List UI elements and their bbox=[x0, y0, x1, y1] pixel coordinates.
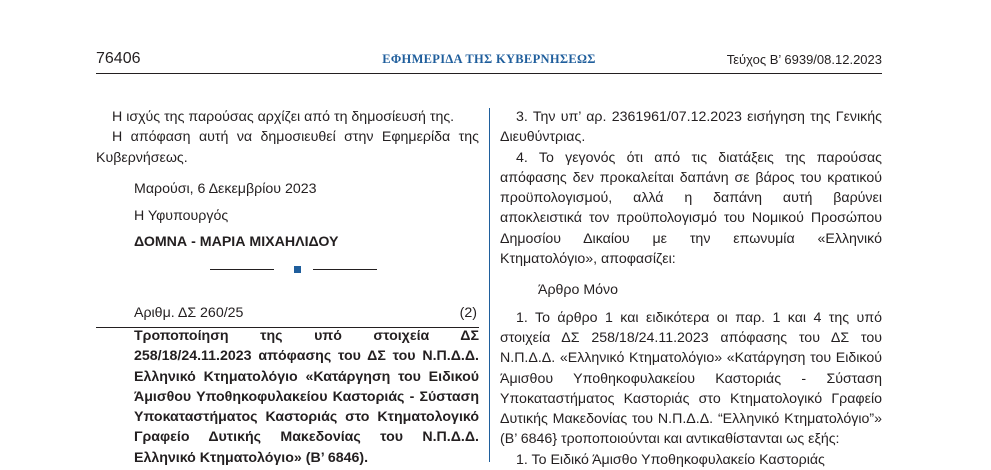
article-paragraph-2: 1. Το Ειδικό Άμισθο Υποθηκοφυλακείο Καστοριάς bbox=[516, 451, 825, 468]
article-paragraph-1: 1. Το άρθρο 1 και ειδικότερα οι παρ. 1 και 4 της υπό στοιχεία ΔΣ 258/18/24.11.2023 απόφασης του ΔΣ του Ν.Π.Δ.Δ. «Ελληνικό Κτηματολόγιο» «Κατάργηση του Ειδικού Άμισθου Υποθηκοφυλακείου Καστοριάς - Σύσταση Υποκαταστήματος Καστοριάς στο Κτηματολογικό Γραφείο Δυτικής Μακεδονίας του Ν.Π.Δ.Δ. “Ελληνικό Κτηματολόγιο”» (Β’ 6846} τροποποιούνται και αντικαθίστανται ως εξής: bbox=[500, 309, 882, 448]
issue-reference: Τεύχος Β’ 6939/08.12.2023 bbox=[726, 52, 882, 67]
reference-index: (2) bbox=[459, 305, 477, 321]
article-heading: Άρθρο Μόνο bbox=[538, 282, 619, 299]
gazette-title: ΕΦΗΜΕΡΙΔΑ ΤΗΣ ΚΥΒΕΡΝΗΣΕΩΣ bbox=[382, 52, 596, 66]
signer-name: ΔΟΜΝΑ - ΜΑΡΙΑ ΜΙΧΑΗΛΙΔΟΥ bbox=[134, 234, 339, 250]
place-date: Μαρούσι, 6 Δεκεμβρίου 2023 bbox=[134, 181, 317, 197]
section-separator bbox=[210, 264, 380, 274]
publish-paragraph: Η απόφαση αυτή να δημοσιευθεί στην Εφημερίδα της Κυβερνήσεως. bbox=[96, 129, 479, 166]
right-column bbox=[500, 107, 882, 470]
reference-number: Αριθμ. ΔΣ 260/25 bbox=[134, 305, 244, 321]
decision-title: Τροποποίηση της υπό στοιχεία ΔΣ 258/18/24.11.2023 απόφασης του ΔΣ του Ν.Π.Δ.Δ. Ελληνικό Κτηματολόγιο «Κατάργηση του Ειδικού Άμισθου Υποθηκοφυλακείου Καστοριάς - Σύσταση Υποκαταστήματος Καστοριάς στο Κτηματολογικό Γραφείο Δυτικής Μακεδονίας του Ν.Π.Δ.Δ. Ελληνικό Κτηματολόγιο» (Β’ 6846). bbox=[134, 328, 479, 466]
separator-square-icon bbox=[294, 266, 301, 273]
recital-3: 3. Την υπ’ αρ. 2361961/07.12.2023 εισήγηση της Γενικής Διευθύντριας. bbox=[500, 109, 882, 146]
column-divider bbox=[489, 108, 490, 462]
recital-4: 4. Το γεγονός ότι από τις διατάξεις της παρούσας απόφασης δεν προκαλείται δαπάνη σε βάρος του κρατικού προϋπολογισμού, αλλά η δαπάνη αυτή βαρύνει αποκλειστικά τον προϋπολογισμό του Νομικού Προσώπου Δημοσίου Δικαίου με την επωνυμία «Ελληνικό Κτηματολόγιο», αποφασίζει: bbox=[500, 149, 882, 268]
header-rule bbox=[96, 73, 882, 74]
signer-role: Η Υφυπουργός bbox=[134, 208, 229, 224]
page-number: 76406 bbox=[96, 50, 141, 67]
page-header bbox=[96, 50, 882, 74]
effective-paragraph: Η ισχύς της παρούσας αρχίζει από τη δημοσίευσή της. bbox=[112, 109, 455, 125]
